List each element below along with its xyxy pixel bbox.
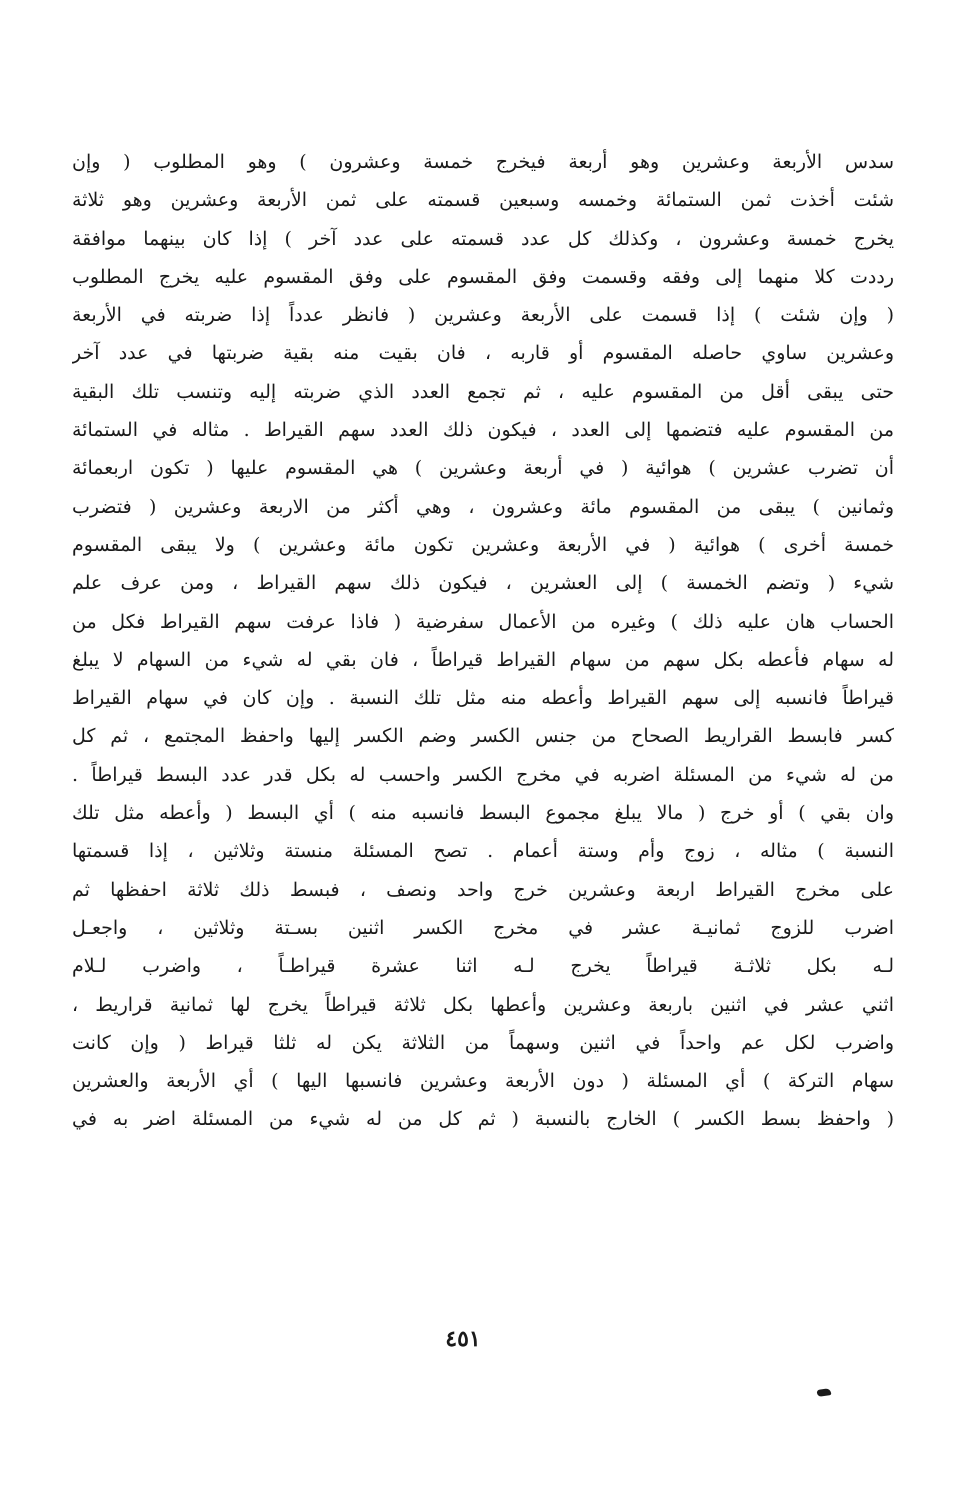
text-line: سدس الأربعة وعشرين وهو أربعة فيخرج خمسة وعشرون ) وهو المطلوب ( وإن [72, 151, 894, 173]
text-line: ( واحفظ بسط الكسر ) الخارج بالنسبة ( ثم كل من له شيء من المسئلة اضر به في [72, 1108, 894, 1131]
text-line: على مخرج القيراط اربعة وعشرين خرج واحد ونصف ، فبسط ذلك ثلاثة احفظها ثم [72, 878, 894, 901]
text-line: النسبة ) مثاله ، زوج وأم وستة أعمام . تصح المسئلة منستة وثلاثين ، إذا قسمتها [72, 840, 894, 863]
text-line: لـه بكل ثلاثـة قيراطاً يخرج لـه اثنا عشرة قيراطـاً ، واضرب لـلام [72, 955, 894, 978]
text-line: شئت أخذت ثمن الستمائة وخمسه وسبعين قسمته على ثمن الأربعة وعشرين وهو ثلاثة [72, 189, 894, 212]
printer-mark-icon [817, 1388, 832, 1397]
text-line: واضرب لكل عم واحداً في اثنين وسهماً من الثلاثة يكن له ثلثا قيراط ( وإن كانت [72, 1031, 894, 1054]
text-line: خمسة أخرى ) هوائية ( في الأربعة وعشرين تكون مائة وعشرين ) ولا يبقى المقسوم [72, 533, 894, 556]
text-line: له سهام فأعطه بكل سهم من سهام القيراط قيراطاً ، فان بقي له شيء من السهام لا يبلغ [72, 648, 894, 671]
text-line: رددت كلا منهما إلى وفقه وقسمت وفق المقسوم على وفق المقسوم عليه يخرج المطلوب [72, 265, 894, 288]
text-line: اثني عشر في اثنين باربعة وعشرين وأعطها بكل ثلاثة قيراطاً يخرج لها ثمانية قراريط ، [72, 993, 894, 1016]
text-line: من له شيء من المسئلة اضربه في مخرج الكسر واحسب له بكل قدر عدد البسط قيراطاً . [72, 763, 894, 786]
text-line: أن تضرب عشرين ) هوائية ( في أربعة وعشرين ) هي المقسوم عليها ( تكون اربعمائة [72, 457, 894, 480]
text-line: الحساب هان عليه ذلك ) وغيره من الأعمال سفرضية ( فاذا عرفت سهم القيراط فكل من [72, 610, 894, 633]
text-line: وان بقي ) أو خرج ( مالا يبلغ مجموع البسط فانسبه منه ) أي البسط ( وأعطه مثل تلك [72, 802, 894, 825]
text-line: وثمانين ) يبقى من المقسوم مائة وعشرون ، وهي أكثر من الاربعة وعشرين ( فتضرب [72, 495, 894, 518]
text-line: وعشرين ساوي حاصله المقسوم أو قاربه ، فان بقيت منه بقية ضربتها في عدد آخر [72, 342, 894, 365]
page-number: ٤٥١ [445, 1326, 481, 1352]
text-line: من المقسوم عليه فتضمها إلى العدد ، فيكون ذلك العدد سهم القيراط . مثاله في الستمائة [72, 419, 894, 442]
text-line: اضرب للزوج ثمانيـة عشر في مخرج الكسر اثنين بسـتة وثلاثين ، واجعـل [72, 916, 894, 939]
text-line: سهام التركة ) أي المسئلة ( دون الأربعة وعشرين فانسبها اليها ) أي الأربعة والعشرين [72, 1070, 894, 1093]
text-line: كسر فابسط القراريط الصحاح من جنس الكسر وضم الكسر إليها واحفظ المجتمع ، ثم كل [72, 725, 894, 748]
text-line: قيراطاً فانسبه إلى سهم القيراط وأعطه منه مثل تلك النسبة . وإن كان في سهام القيراط [72, 687, 894, 710]
text-line: شيء ( وتضم الخمسة ) إلى العشرين ، فيكون ذلك سهم القيراط ، ومن عرف علم [72, 572, 894, 595]
body-text [72, 143, 894, 1139]
text-line: ( وإن شئت ) إذا قسمت على الأربعة وعشرين ( فانظر عدداً إذا ضربته في الأربعة [72, 304, 894, 327]
text-line: حتى يبقى أقل من المقسوم عليه ، ثم تجمع العدد الذي ضربته إليه وتنسب تلك البقية [72, 380, 894, 403]
text-line: يخرج خمسة وعشرون ، وكذلك كل عدد قسمته على عدد آخر ) إذا كان بينهما موافقة [72, 227, 894, 250]
